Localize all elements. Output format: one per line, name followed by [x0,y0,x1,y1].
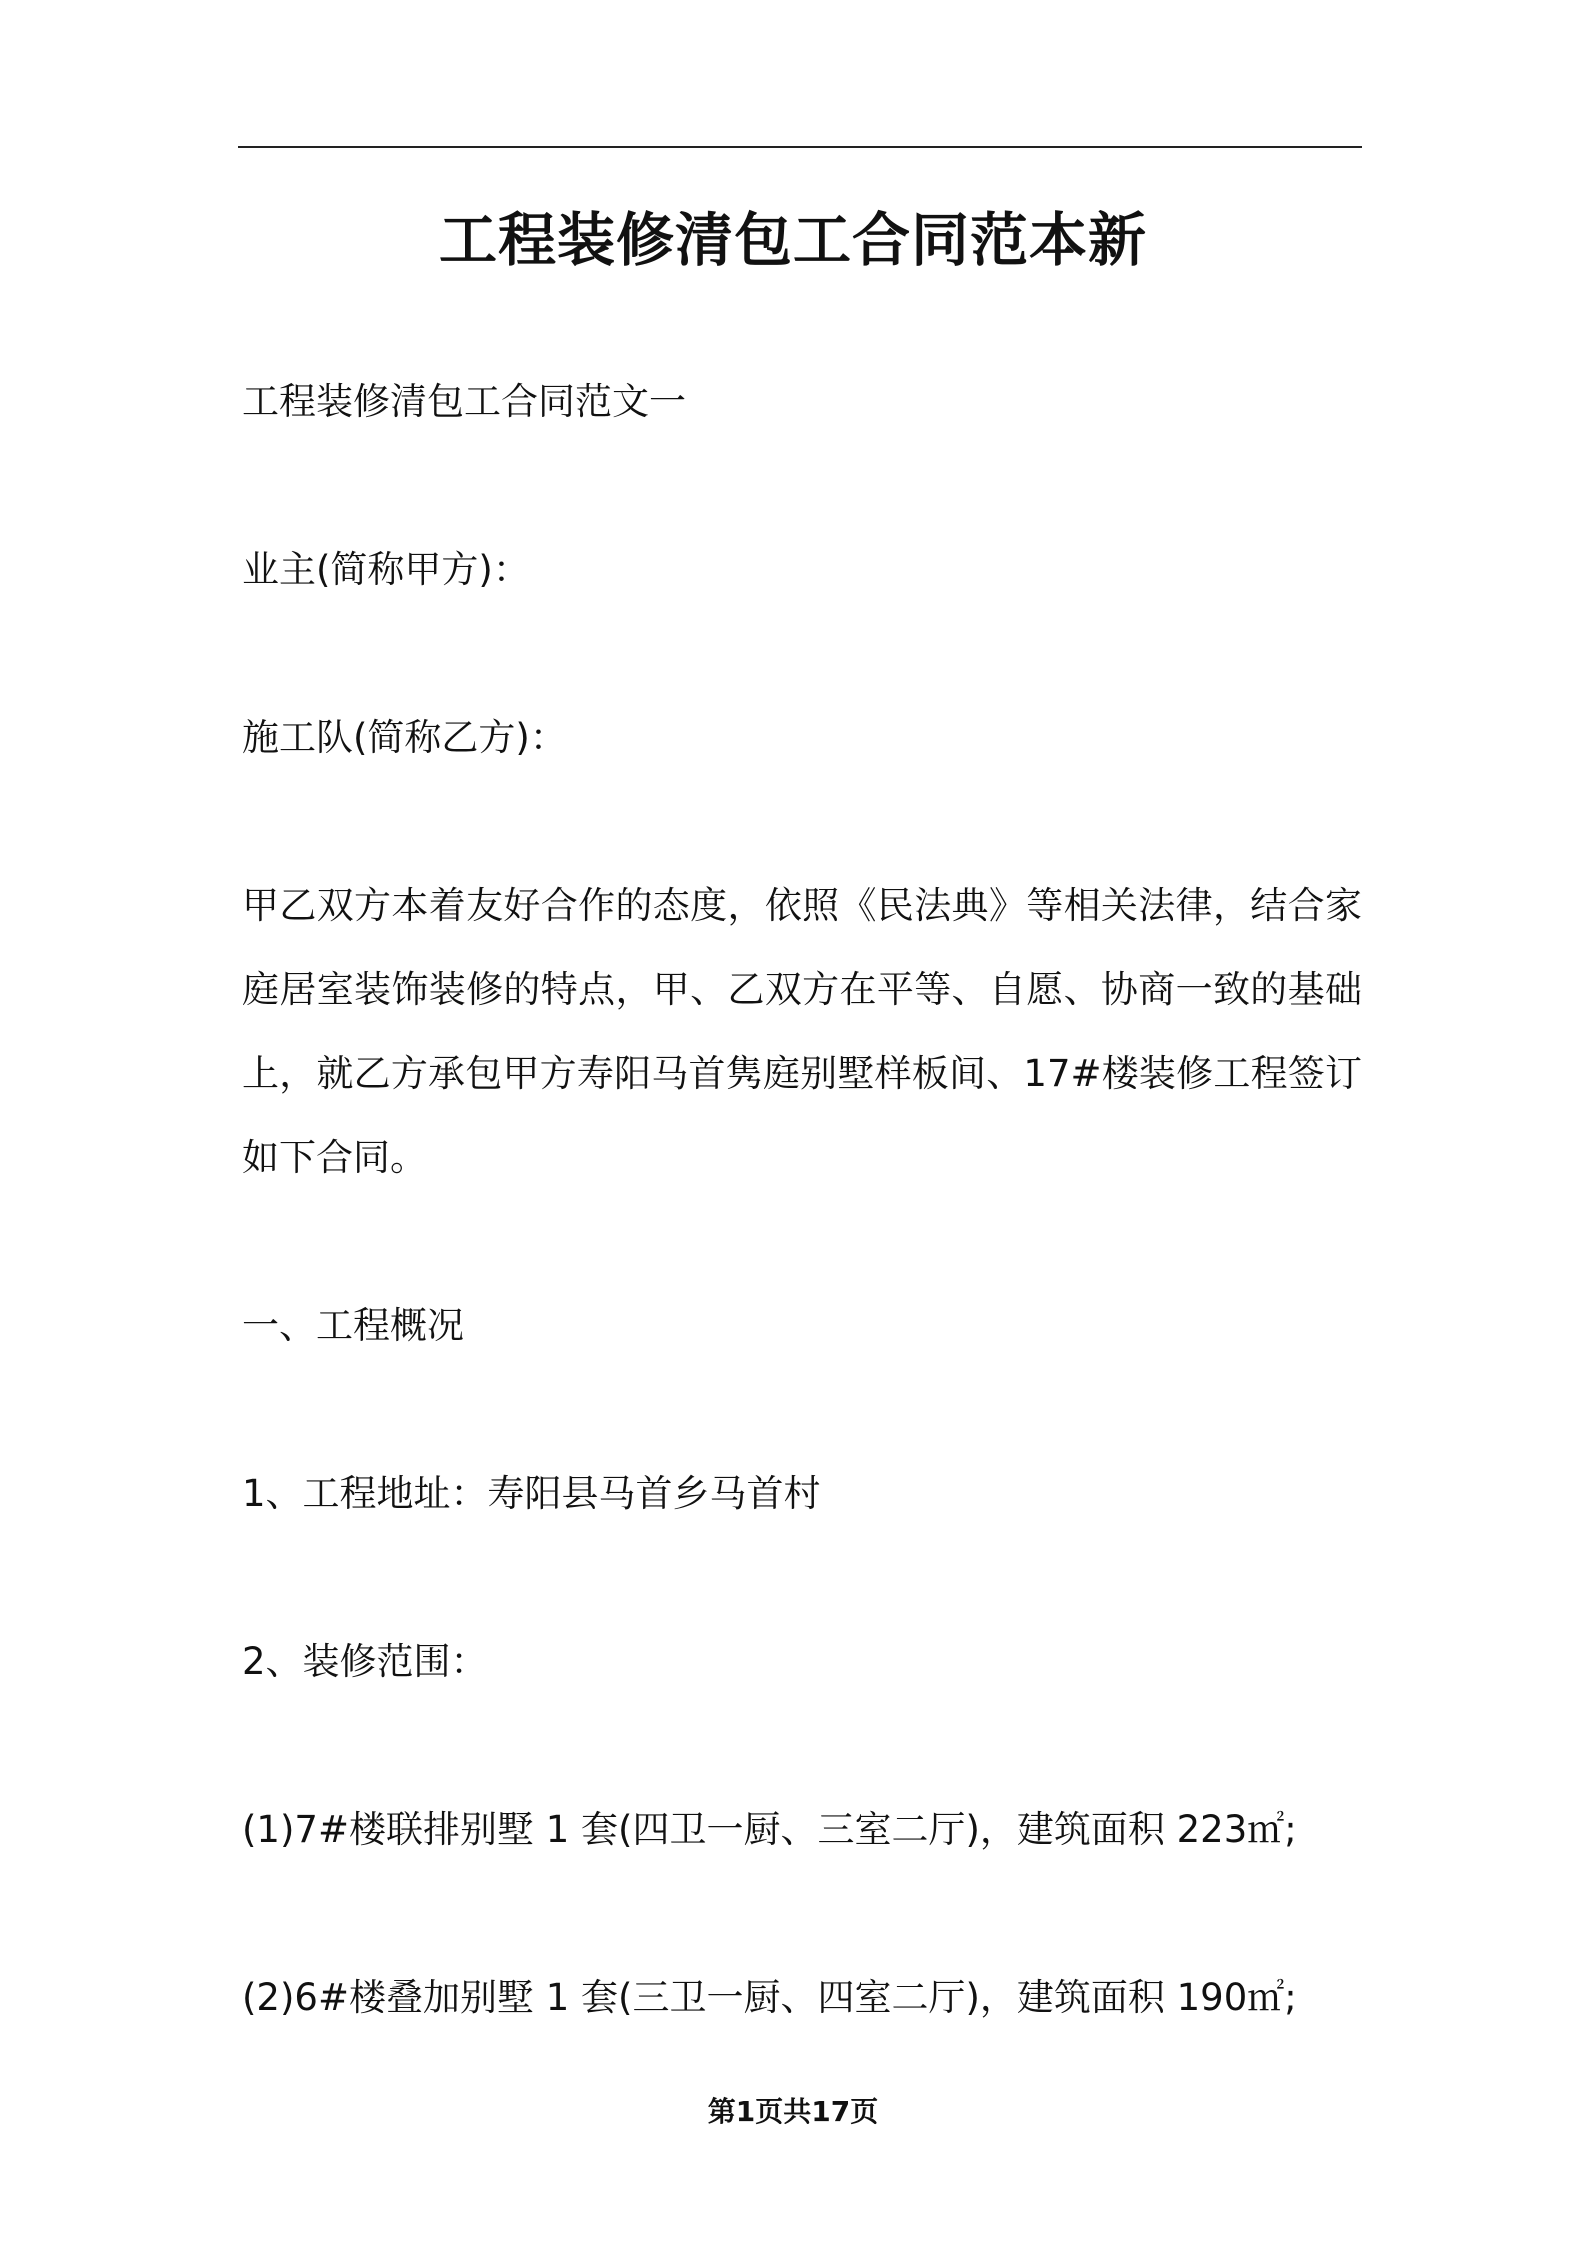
paragraph-renovation-scope: 2、装修范围： [242,1640,488,1683]
paragraph-scope-item-1: (1)7#楼联排别墅 1 套(四卫一厨、三室二厅)，建筑面积 223㎡; [242,1808,1297,1851]
page-number: 第1页共17页 [707,2095,879,2128]
paragraph-party-a: 业主(简称甲方)： [242,548,530,591]
paragraph-party-b: 施工队(简称乙方)： [242,716,567,759]
paragraph-scope-item-2: (2)6#楼叠加别墅 1 套(三卫一厨、四室二厅)，建筑面积 190㎡; [242,1976,1297,2019]
paragraph-subtitle: 工程装修清包工合同范文一 [242,380,686,423]
document-title: 工程装修清包工合同范本新 [438,206,1147,274]
paragraph-project-address: 1、工程地址：寿阳县马首乡马首村 [242,1472,821,1515]
header-rule [238,146,1362,148]
paragraph-section-1-heading: 一、工程概况 [242,1304,464,1347]
paragraph-preamble: 甲乙双方本着友好合作的态度，依照《民法典》等相关法律，结合家庭居室装饰装修的特点，甲、乙双方在平等、自愿、协商一致的基础上，就乙方承包甲方寿阳马首隽庭别墅样板间、17#楼装修工程签订如下合同。 [242,884,1362,1179]
